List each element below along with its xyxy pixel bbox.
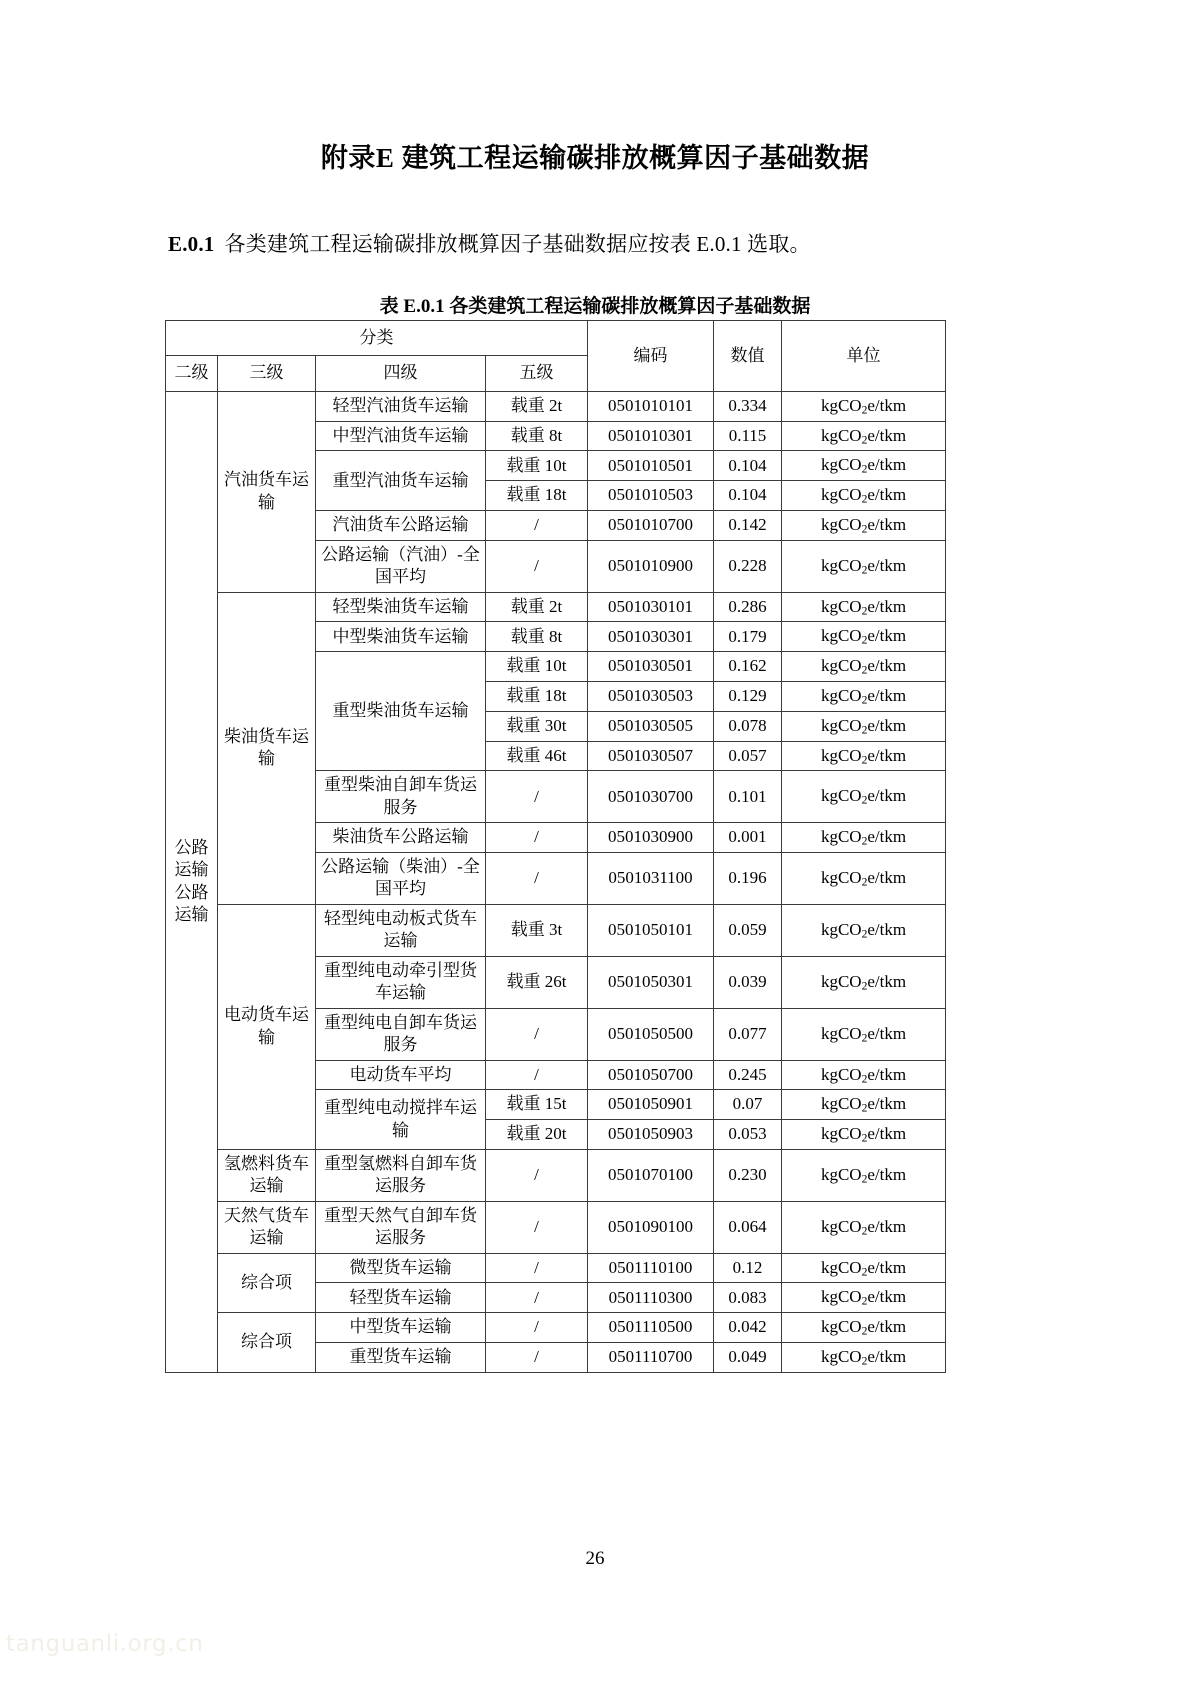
cell-code: 0501030505 <box>588 711 714 741</box>
cell-value: 0.064 <box>714 1201 782 1253</box>
cell-level3: 汽油货车运输 <box>218 391 316 592</box>
cell-code: 0501110300 <box>588 1283 714 1313</box>
header-level2: 二级 <box>166 356 218 391</box>
cell-unit: kgCO$_2$e/tkm <box>782 481 946 511</box>
cell-value: 0.042 <box>714 1313 782 1343</box>
cell-code: 0501050101 <box>588 904 714 956</box>
cell-code: 0501110100 <box>588 1253 714 1283</box>
clause-intro <box>168 228 811 258</box>
header-level3: 三级 <box>218 356 316 391</box>
header-level5: 五级 <box>486 356 588 391</box>
cell-level4: 重型纯电自卸车货运服务 <box>316 1008 486 1060</box>
cell-level4: 公路运输（柴油）-全国平均 <box>316 853 486 905</box>
cell-code: 0501050901 <box>588 1090 714 1120</box>
table-row <box>166 1149 946 1201</box>
cell-level4: 重型汽油货车运输 <box>316 451 486 511</box>
cell-unit: kgCO$_2$e/tkm <box>782 853 946 905</box>
watermark: tanguanli.org.cn <box>6 1631 204 1657</box>
cell-level4: 公路运输（汽油）-全国平均 <box>316 540 486 592</box>
cell-unit: kgCO$_2$e/tkm <box>782 1060 946 1090</box>
cell-unit: kgCO$_2$e/tkm <box>782 904 946 956</box>
cell-value: 0.230 <box>714 1149 782 1201</box>
cell-level4: 柴油货车公路运输 <box>316 823 486 853</box>
cell-code: 0501031100 <box>588 853 714 905</box>
cell-level4: 电动货车平均 <box>316 1060 486 1090</box>
cell-level4: 重型柴油自卸车货运服务 <box>316 771 486 823</box>
cell-value: 0.07 <box>714 1090 782 1120</box>
cell-unit: kgCO$_2$e/tkm <box>782 1008 946 1060</box>
table-body <box>166 391 946 1372</box>
cell-unit: kgCO$_2$e/tkm <box>782 1283 946 1313</box>
cell-level5: / <box>486 1313 588 1343</box>
cell-code: 0501010503 <box>588 481 714 511</box>
cell-level5: 载重 2t <box>486 391 588 421</box>
header-classification: 分类 <box>166 321 588 356</box>
cell-code: 0501010101 <box>588 391 714 421</box>
cell-level5: 载重 46t <box>486 741 588 771</box>
cell-code: 0501050301 <box>588 956 714 1008</box>
cell-level3: 氢燃料货车运输 <box>218 1149 316 1201</box>
cell-value: 0.083 <box>714 1283 782 1313</box>
cell-level2: 公路运输公路运输 <box>166 391 218 1372</box>
cell-level5: 载重 30t <box>486 711 588 741</box>
cell-level4: 轻型汽油货车运输 <box>316 391 486 421</box>
cell-level5: / <box>486 1342 588 1372</box>
cell-unit: kgCO$_2$e/tkm <box>782 421 946 451</box>
cell-unit: kgCO$_2$e/tkm <box>782 956 946 1008</box>
header-row-group <box>166 321 946 356</box>
header-code: 编码 <box>588 321 714 392</box>
cell-unit: kgCO$_2$e/tkm <box>782 1090 946 1120</box>
cell-value: 0.104 <box>714 451 782 481</box>
cell-value: 0.162 <box>714 652 782 682</box>
cell-unit: kgCO$_2$e/tkm <box>782 540 946 592</box>
cell-code: 0501030700 <box>588 771 714 823</box>
cell-level4: 中型货车运输 <box>316 1313 486 1343</box>
cell-level4: 轻型柴油货车运输 <box>316 592 486 622</box>
cell-level5: 载重 18t <box>486 682 588 712</box>
cell-value: 0.057 <box>714 741 782 771</box>
cell-value: 0.12 <box>714 1253 782 1283</box>
cell-level3: 天然气货车运输 <box>218 1201 316 1253</box>
cell-unit: kgCO$_2$e/tkm <box>782 622 946 652</box>
cell-level3: 柴油货车运输 <box>218 592 316 904</box>
cell-level4: 微型货车运输 <box>316 1253 486 1283</box>
cell-level5: 载重 20t <box>486 1120 588 1150</box>
cell-code: 0501010700 <box>588 511 714 541</box>
cell-code: 0501030507 <box>588 741 714 771</box>
cell-level5: / <box>486 511 588 541</box>
cell-level5: / <box>486 823 588 853</box>
page-number: 26 <box>585 1548 605 1569</box>
cell-level5: / <box>486 1283 588 1313</box>
cell-value: 0.129 <box>714 682 782 712</box>
header-level4: 四级 <box>316 356 486 391</box>
table-caption: 表 E.0.1 各类建筑工程运输碳排放概算因子基础数据 <box>379 296 811 317</box>
cell-value: 0.196 <box>714 853 782 905</box>
clause-text: 各类建筑工程运输碳排放概算因子基础数据应按表 E.0.1 选取。 <box>224 232 811 256</box>
cell-value: 0.039 <box>714 956 782 1008</box>
cell-code: 0501110700 <box>588 1342 714 1372</box>
cell-unit: kgCO$_2$e/tkm <box>782 1120 946 1150</box>
cell-level5: / <box>486 1149 588 1201</box>
cell-unit: kgCO$_2$e/tkm <box>782 451 946 481</box>
cell-level5: / <box>486 771 588 823</box>
table-row <box>166 391 946 421</box>
cell-code: 0501010900 <box>588 540 714 592</box>
cell-level5: / <box>486 1060 588 1090</box>
cell-code: 0501030503 <box>588 682 714 712</box>
cell-code: 0501010501 <box>588 451 714 481</box>
cell-unit: kgCO$_2$e/tkm <box>782 391 946 421</box>
cell-level5: 载重 18t <box>486 481 588 511</box>
cell-value: 0.142 <box>714 511 782 541</box>
cell-code: 0501050903 <box>588 1120 714 1150</box>
cell-level3: 电动货车运输 <box>218 904 316 1149</box>
cell-unit: kgCO$_2$e/tkm <box>782 592 946 622</box>
cell-level5: / <box>486 1201 588 1253</box>
factors-table-container <box>165 320 945 1373</box>
cell-level5: 载重 10t <box>486 652 588 682</box>
cell-level4: 重型货车运输 <box>316 1342 486 1372</box>
cell-unit: kgCO$_2$e/tkm <box>782 1253 946 1283</box>
cell-value: 0.077 <box>714 1008 782 1060</box>
cell-unit: kgCO$_2$e/tkm <box>782 823 946 853</box>
cell-value: 0.049 <box>714 1342 782 1372</box>
cell-value: 0.334 <box>714 391 782 421</box>
cell-unit: kgCO$_2$e/tkm <box>782 771 946 823</box>
cell-level4: 轻型货车运输 <box>316 1283 486 1313</box>
cell-level5: 载重 8t <box>486 622 588 652</box>
cell-level4: 重型天然气自卸车货运服务 <box>316 1201 486 1253</box>
cell-level4: 中型汽油货车运输 <box>316 421 486 451</box>
cell-code: 0501050500 <box>588 1008 714 1060</box>
cell-code: 0501110500 <box>588 1313 714 1343</box>
cell-unit: kgCO$_2$e/tkm <box>782 511 946 541</box>
cell-level5: 载重 15t <box>486 1090 588 1120</box>
cell-level5: 载重 2t <box>486 592 588 622</box>
cell-code: 0501050700 <box>588 1060 714 1090</box>
cell-level4: 中型柴油货车运输 <box>316 622 486 652</box>
cell-value: 0.053 <box>714 1120 782 1150</box>
cell-level5: / <box>486 1008 588 1060</box>
cell-unit: kgCO$_2$e/tkm <box>782 1149 946 1201</box>
cell-level5: 载重 8t <box>486 421 588 451</box>
cell-unit: kgCO$_2$e/tkm <box>782 741 946 771</box>
cell-value: 0.101 <box>714 771 782 823</box>
cell-unit: kgCO$_2$e/tkm <box>782 711 946 741</box>
cell-unit: kgCO$_2$e/tkm <box>782 1201 946 1253</box>
cell-value: 0.104 <box>714 481 782 511</box>
cell-value: 0.245 <box>714 1060 782 1090</box>
cell-code: 0501090100 <box>588 1201 714 1253</box>
cell-value: 0.286 <box>714 592 782 622</box>
cell-unit: kgCO$_2$e/tkm <box>782 1342 946 1372</box>
table-row <box>166 592 946 622</box>
cell-code: 0501070100 <box>588 1149 714 1201</box>
table-header <box>166 321 946 392</box>
cell-value: 0.001 <box>714 823 782 853</box>
cell-unit: kgCO$_2$e/tkm <box>782 682 946 712</box>
header-value: 数值 <box>714 321 782 392</box>
cell-level5: / <box>486 540 588 592</box>
cell-code: 0501030301 <box>588 622 714 652</box>
cell-code: 0501030501 <box>588 652 714 682</box>
cell-value: 0.115 <box>714 421 782 451</box>
cell-value: 0.078 <box>714 711 782 741</box>
cell-level4: 汽油货车公路运输 <box>316 511 486 541</box>
cell-level4: 重型柴油货车运输 <box>316 652 486 771</box>
table-row <box>166 1253 946 1283</box>
cell-code: 0501030900 <box>588 823 714 853</box>
page-title: 附录E 建筑工程运输碳排放概算因子基础数据 <box>320 143 870 173</box>
cell-unit: kgCO$_2$e/tkm <box>782 1313 946 1343</box>
cell-level5: 载重 10t <box>486 451 588 481</box>
cell-level4: 重型纯电动搅拌车运输 <box>316 1090 486 1150</box>
cell-value: 0.059 <box>714 904 782 956</box>
cell-level3: 综合项 <box>218 1313 316 1373</box>
table-row <box>166 904 946 956</box>
table-row <box>166 1201 946 1253</box>
header-unit: 单位 <box>782 321 946 392</box>
cell-level5: 载重 3t <box>486 904 588 956</box>
cell-value: 0.179 <box>714 622 782 652</box>
cell-unit: kgCO$_2$e/tkm <box>782 652 946 682</box>
cell-level3: 综合项 <box>218 1253 316 1313</box>
cell-value: 0.228 <box>714 540 782 592</box>
clause-number: E.0.1 <box>168 232 215 256</box>
cell-level5: / <box>486 1253 588 1283</box>
cell-code: 0501010301 <box>588 421 714 451</box>
table-row <box>166 1313 946 1343</box>
cell-level5: / <box>486 853 588 905</box>
cell-level4: 重型纯电动牵引型货车运输 <box>316 956 486 1008</box>
factors-table <box>165 320 946 1373</box>
cell-level4: 重型氢燃料自卸车货运服务 <box>316 1149 486 1201</box>
cell-level4: 轻型纯电动板式货车运输 <box>316 904 486 956</box>
cell-code: 0501030101 <box>588 592 714 622</box>
cell-level5: 载重 26t <box>486 956 588 1008</box>
